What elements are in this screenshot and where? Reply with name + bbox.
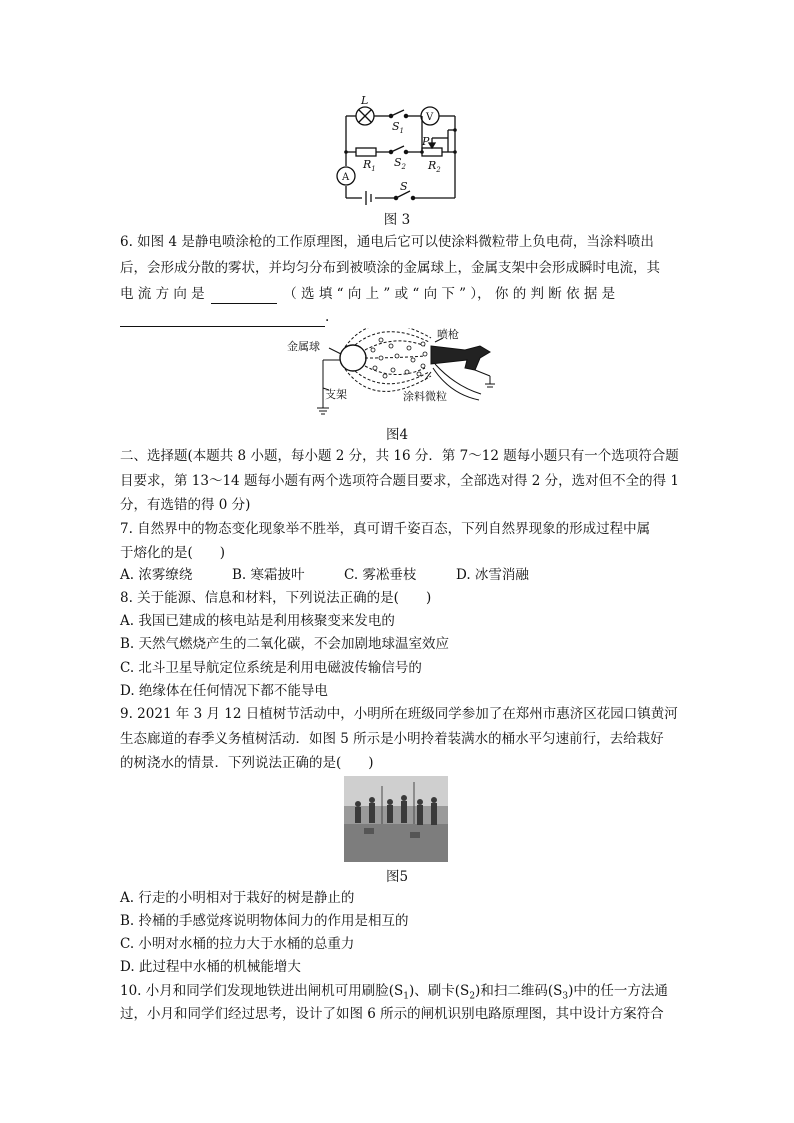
label-S2: $S_2$ — [394, 156, 407, 171]
q10-line1: 10. 小月和同学们发现地铁进出闸机可用刷脸$(S_1)$、刷卡$(S_2)$和扫二维码$(S_3)$中的任一方法通 — [120, 983, 668, 1002]
q7-line1: 7. 自然界中的物态变化现象举不胜举，真可谓千姿百态，下列自然界现象的形成过程中属 — [120, 521, 651, 537]
q6-line4: . — [120, 306, 329, 327]
figure-5-photo — [344, 776, 448, 862]
label-stand: 支架 — [325, 388, 347, 401]
q10-line2: 过，小月和同学们经过思考，设计了如图 6 所示的闸机识别电路原理图，其中设计方案符合 — [120, 1006, 664, 1022]
q9-line1: 9. 2021 年 3 月 12 日植树节活动中，小明所在班级同学参加了在郑州市惠济区花园口镇黄河 — [120, 706, 678, 722]
figure-5-caption: 图5 — [385, 869, 409, 885]
q6-line3b: （ 选 填 “ 向 上 ” 或 “ 向 下 ” ）， 你 的 判 断 依 据 是 — [283, 286, 616, 302]
q8-option-c[interactable]: C. 北斗卫星导航定位系统是利用电磁波传输信号的 — [120, 660, 422, 676]
q7-option-d[interactable]: D. 冰雪消融 — [456, 567, 529, 583]
q7-option-b[interactable]: B. 寒霜披叶 — [232, 567, 305, 583]
label-R2: $R_2$ — [428, 159, 441, 174]
q7-options — [120, 565, 529, 585]
label-R1: $R_1$ — [363, 158, 376, 173]
q8-option-b[interactable]: B. 天然气燃烧产生的二氧化碳，不会加剧地球温室效应 — [120, 636, 450, 652]
q9-line2: 生态廊道的春季义务植树活动．如图 5 所示是小明拎着装满水的桶水平匀速前行，去给栽好 — [120, 731, 664, 747]
label-S: S — [400, 180, 408, 193]
q8-stem: 8. 关于能源、信息和材料，下列说法正确的是( ) — [120, 590, 432, 606]
q6-line3 — [120, 283, 615, 304]
label-particles: 涂料微粒 — [403, 390, 447, 403]
label-spray-gun: 喷枪 — [437, 328, 459, 341]
section2-line3: 分，有选错的得 0 分) — [120, 497, 251, 513]
q6-blank-direction[interactable] — [211, 283, 277, 304]
q6-blank-reason[interactable] — [120, 306, 325, 327]
q8-option-d[interactable]: D. 绝缘体在任何情况下都不能导电 — [120, 683, 328, 699]
figure-3-caption: 图 3 — [383, 212, 411, 228]
q6-line1: 6. 如图 4 是静电喷涂枪的工作原理图，通电后它可以使涂料微粒带上负电荷，当涂料喷出 — [120, 234, 654, 250]
q7-line2: 于熔化的是( ) — [120, 545, 226, 561]
q6-line2: 后，会形成分散的雾状，并均匀分布到被喷涂的金属球上，金属支架中会形成瞬时电流，其 — [120, 260, 660, 276]
q9-line3: 的树浇水的情景．下列说法正确的是( ) — [120, 755, 374, 771]
label-S1: $S_1$ — [392, 120, 405, 135]
label-A: A — [342, 172, 350, 183]
section2-line1: 二、选择题(本题共 8 小题，每小题 2 分，共 16 分．第 7～12 题每小题只有一个选项符合题 — [120, 448, 679, 464]
figure-4-spray-gun — [285, 328, 525, 423]
figure-3-circuit — [330, 90, 470, 210]
label-metal-ball: 金属球 — [287, 340, 320, 353]
section2-line2: 目要求，第 13～14 题每小题有两个选项符合题目要求，全部选对得 2 分，选对但不全的得 1 — [120, 473, 679, 489]
label-P: P — [422, 135, 430, 148]
label-V: V — [426, 112, 434, 123]
q7-option-c[interactable]: C. 雾凇垂枝 — [344, 567, 417, 583]
label-L: L — [361, 94, 369, 107]
q9-option-c[interactable]: C. 小明对水桶的拉力大于水桶的总重力 — [120, 936, 355, 952]
figure-4-caption: 图4 — [385, 427, 409, 443]
q9-option-b[interactable]: B. 拎桶的手感觉疼说明物体间力的作用是相互的 — [120, 913, 409, 929]
q9-option-a[interactable]: A. 行走的小明相对于栽好的树是静止的 — [120, 890, 355, 906]
q6-line3a: 电 流 方 向 是 — [120, 286, 205, 302]
q8-option-a[interactable]: A. 我国已建成的核电站是利用核聚变来发电的 — [120, 613, 395, 629]
q9-option-d[interactable]: D. 此过程中水桶的机械能增大 — [120, 959, 301, 975]
q7-option-a[interactable]: A. 浓雾缭绕 — [120, 567, 193, 583]
